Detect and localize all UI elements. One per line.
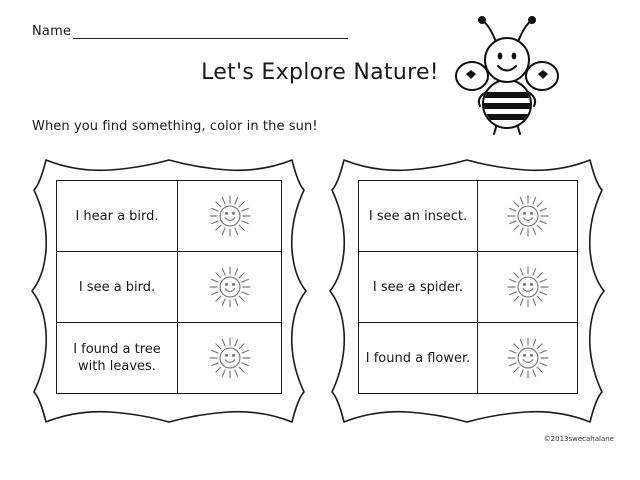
sun-cell[interactable]: [478, 181, 578, 252]
copyright-text: ©2013swecahalane: [543, 435, 614, 443]
instructions-text: When you find something, color in the sun!: [32, 119, 318, 134]
checklist-row: [359, 323, 578, 394]
checklist-row: [57, 323, 282, 394]
checklist-row: [57, 181, 282, 252]
smiling-sun-icon[interactable]: [204, 261, 256, 313]
checklist-label: I see a spider.: [359, 252, 478, 323]
smiling-sun-icon[interactable]: [502, 190, 554, 242]
smiling-sun-icon[interactable]: [204, 332, 256, 384]
checklist-row: [359, 181, 578, 252]
sun-cell[interactable]: [478, 252, 578, 323]
left-card: [24, 150, 314, 432]
sun-cell[interactable]: [178, 252, 282, 323]
right-card: [322, 150, 612, 432]
checklist-label: I hear a bird.: [57, 181, 178, 252]
checklist-row: [57, 252, 282, 323]
checklist-label: I found a flower.: [359, 323, 478, 394]
sun-cell[interactable]: [178, 181, 282, 252]
smiling-sun-icon[interactable]: [502, 261, 554, 313]
left-checklist-table: [56, 180, 282, 394]
name-label: Name: [32, 24, 72, 39]
name-line[interactable]: [73, 38, 348, 39]
worksheet-title: Let's Explore Nature!: [201, 60, 439, 85]
sun-cell[interactable]: [478, 323, 578, 394]
checklist-label: I see a bird.: [57, 252, 178, 323]
right-checklist-table: [358, 180, 578, 394]
smiling-sun-icon[interactable]: [204, 190, 256, 242]
sun-cell[interactable]: [178, 323, 282, 394]
bee-icon: [442, 12, 572, 142]
smiling-sun-icon[interactable]: [502, 332, 554, 384]
checklist-row: [359, 252, 578, 323]
checklist-label: I found a tree with leaves.: [57, 323, 178, 394]
checklist-label: I see an insect.: [359, 181, 478, 252]
